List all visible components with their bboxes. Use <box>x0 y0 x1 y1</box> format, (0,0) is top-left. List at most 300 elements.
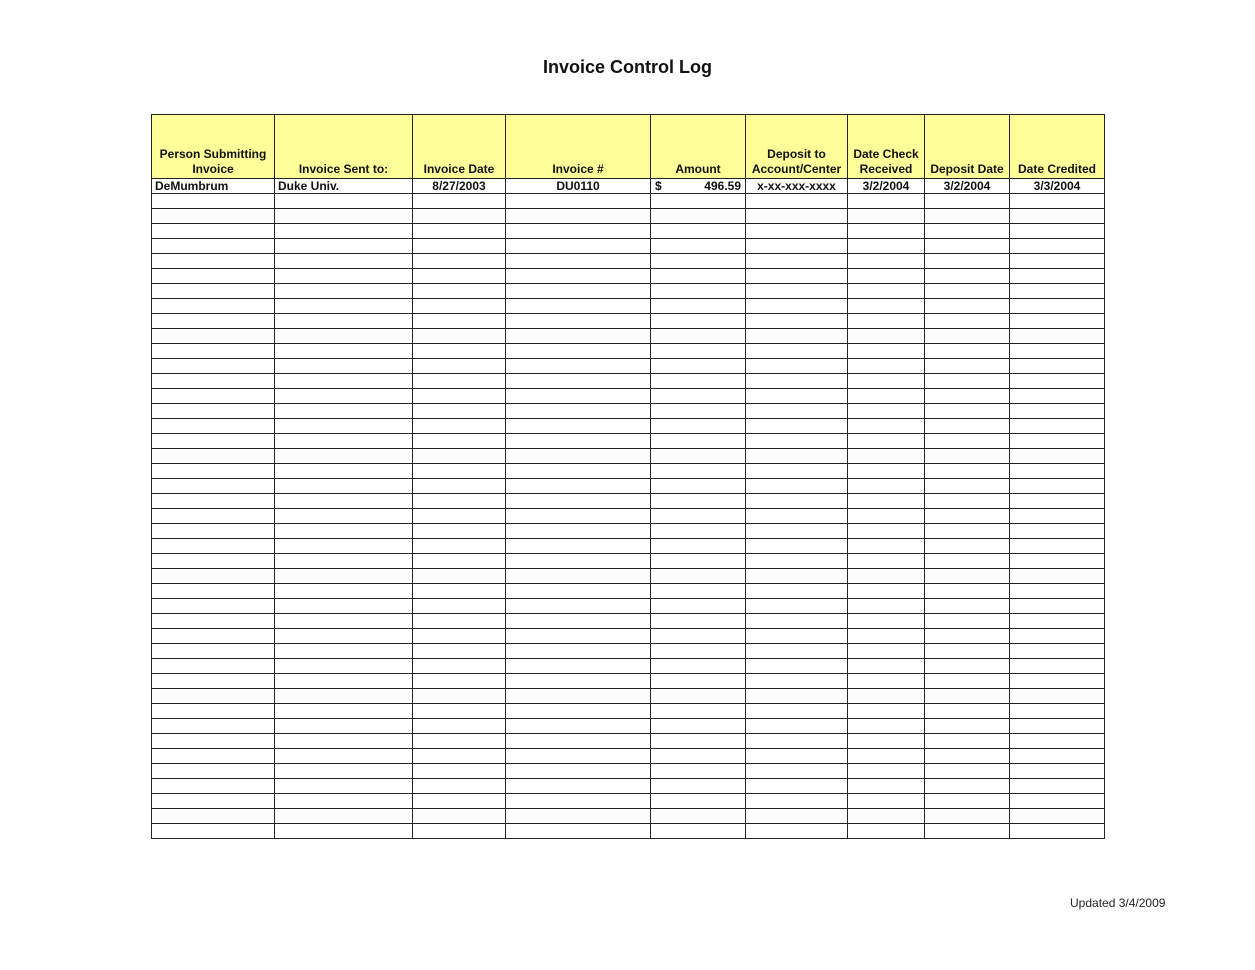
empty-cell[interactable] <box>651 419 746 434</box>
empty-cell[interactable] <box>275 464 413 479</box>
empty-cell[interactable] <box>152 389 275 404</box>
empty-cell[interactable] <box>152 479 275 494</box>
empty-cell[interactable] <box>651 269 746 284</box>
empty-cell[interactable] <box>152 749 275 764</box>
cell-amount[interactable] <box>651 179 746 194</box>
empty-cell[interactable] <box>152 809 275 824</box>
empty-cell[interactable] <box>925 239 1010 254</box>
empty-cell[interactable] <box>746 449 848 464</box>
empty-cell[interactable] <box>152 374 275 389</box>
empty-cell[interactable] <box>413 689 506 704</box>
cell-date-credited[interactable]: 3/3/2004 <box>1010 179 1105 194</box>
empty-cell[interactable] <box>925 569 1010 584</box>
empty-cell[interactable] <box>506 479 651 494</box>
empty-cell[interactable] <box>275 794 413 809</box>
empty-cell[interactable] <box>275 659 413 674</box>
empty-cell[interactable] <box>848 389 925 404</box>
empty-cell[interactable] <box>651 374 746 389</box>
empty-cell[interactable] <box>651 539 746 554</box>
empty-cell[interactable] <box>506 314 651 329</box>
empty-cell[interactable] <box>506 404 651 419</box>
empty-cell[interactable] <box>925 389 1010 404</box>
cell-person[interactable]: DeMumbrum <box>152 179 275 194</box>
empty-cell[interactable] <box>651 284 746 299</box>
empty-cell[interactable] <box>413 764 506 779</box>
empty-cell[interactable] <box>1010 194 1105 209</box>
cell-check-received[interactable]: 3/2/2004 <box>848 179 925 194</box>
empty-cell[interactable] <box>746 479 848 494</box>
empty-cell[interactable] <box>651 779 746 794</box>
empty-cell[interactable] <box>925 329 1010 344</box>
empty-cell[interactable] <box>848 209 925 224</box>
empty-cell[interactable] <box>925 299 1010 314</box>
empty-cell[interactable] <box>651 239 746 254</box>
empty-cell[interactable] <box>152 629 275 644</box>
empty-cell[interactable] <box>1010 329 1105 344</box>
empty-cell[interactable] <box>152 194 275 209</box>
empty-cell[interactable] <box>506 809 651 824</box>
empty-cell[interactable] <box>925 434 1010 449</box>
empty-cell[interactable] <box>413 674 506 689</box>
empty-cell[interactable] <box>848 269 925 284</box>
empty-cell[interactable] <box>746 209 848 224</box>
empty-cell[interactable] <box>152 599 275 614</box>
empty-cell[interactable] <box>506 779 651 794</box>
empty-cell[interactable] <box>1010 419 1105 434</box>
empty-cell[interactable] <box>1010 524 1105 539</box>
empty-cell[interactable] <box>275 734 413 749</box>
empty-cell[interactable] <box>413 524 506 539</box>
empty-cell[interactable] <box>1010 629 1105 644</box>
empty-cell[interactable] <box>925 629 1010 644</box>
empty-cell[interactable] <box>152 509 275 524</box>
empty-cell[interactable] <box>152 644 275 659</box>
empty-cell[interactable] <box>275 764 413 779</box>
empty-cell[interactable] <box>746 629 848 644</box>
empty-cell[interactable] <box>413 734 506 749</box>
empty-cell[interactable] <box>506 794 651 809</box>
empty-cell[interactable] <box>152 674 275 689</box>
empty-cell[interactable] <box>413 284 506 299</box>
empty-cell[interactable] <box>848 614 925 629</box>
empty-cell[interactable] <box>925 314 1010 329</box>
empty-cell[interactable] <box>651 359 746 374</box>
empty-cell[interactable] <box>848 689 925 704</box>
empty-cell[interactable] <box>848 779 925 794</box>
empty-cell[interactable] <box>413 659 506 674</box>
empty-cell[interactable] <box>152 584 275 599</box>
empty-cell[interactable] <box>275 269 413 284</box>
empty-cell[interactable] <box>506 359 651 374</box>
empty-cell[interactable] <box>152 689 275 704</box>
empty-cell[interactable] <box>848 734 925 749</box>
empty-cell[interactable] <box>848 629 925 644</box>
empty-cell[interactable] <box>746 719 848 734</box>
empty-cell[interactable] <box>746 419 848 434</box>
empty-cell[interactable] <box>413 809 506 824</box>
cell-invoice-date[interactable]: 8/27/2003 <box>413 179 506 194</box>
empty-cell[interactable] <box>413 209 506 224</box>
empty-cell[interactable] <box>275 434 413 449</box>
empty-cell[interactable] <box>506 644 651 659</box>
empty-cell[interactable] <box>651 644 746 659</box>
empty-cell[interactable] <box>506 569 651 584</box>
empty-cell[interactable] <box>1010 689 1105 704</box>
empty-cell[interactable] <box>413 389 506 404</box>
empty-cell[interactable] <box>413 509 506 524</box>
empty-cell[interactable] <box>275 509 413 524</box>
cell-account[interactable]: x-xx-xxx-xxxx <box>746 179 848 194</box>
empty-cell[interactable] <box>651 389 746 404</box>
empty-cell[interactable] <box>651 749 746 764</box>
empty-cell[interactable] <box>1010 539 1105 554</box>
empty-cell[interactable] <box>275 689 413 704</box>
empty-cell[interactable] <box>651 449 746 464</box>
empty-cell[interactable] <box>651 314 746 329</box>
empty-cell[interactable] <box>651 299 746 314</box>
empty-cell[interactable] <box>413 614 506 629</box>
empty-cell[interactable] <box>275 389 413 404</box>
empty-cell[interactable] <box>651 434 746 449</box>
empty-cell[interactable] <box>1010 554 1105 569</box>
empty-cell[interactable] <box>152 254 275 269</box>
empty-cell[interactable] <box>651 209 746 224</box>
empty-cell[interactable] <box>506 254 651 269</box>
empty-cell[interactable] <box>848 359 925 374</box>
empty-cell[interactable] <box>925 359 1010 374</box>
empty-cell[interactable] <box>925 494 1010 509</box>
empty-cell[interactable] <box>848 599 925 614</box>
empty-cell[interactable] <box>1010 314 1105 329</box>
empty-cell[interactable] <box>275 404 413 419</box>
empty-cell[interactable] <box>275 374 413 389</box>
empty-cell[interactable] <box>848 254 925 269</box>
empty-cell[interactable] <box>275 359 413 374</box>
empty-cell[interactable] <box>413 404 506 419</box>
empty-cell[interactable] <box>746 464 848 479</box>
empty-cell[interactable] <box>848 314 925 329</box>
empty-cell[interactable] <box>413 314 506 329</box>
empty-cell[interactable] <box>275 599 413 614</box>
empty-cell[interactable] <box>746 749 848 764</box>
empty-cell[interactable] <box>848 509 925 524</box>
empty-cell[interactable] <box>651 824 746 839</box>
empty-cell[interactable] <box>925 659 1010 674</box>
empty-cell[interactable] <box>506 269 651 284</box>
empty-cell[interactable] <box>413 269 506 284</box>
empty-cell[interactable] <box>746 299 848 314</box>
empty-cell[interactable] <box>152 719 275 734</box>
empty-cell[interactable] <box>506 209 651 224</box>
empty-cell[interactable] <box>651 344 746 359</box>
empty-cell[interactable] <box>746 794 848 809</box>
empty-cell[interactable] <box>413 479 506 494</box>
empty-cell[interactable] <box>925 209 1010 224</box>
empty-cell[interactable] <box>651 404 746 419</box>
cell-deposit-date[interactable]: 3/2/2004 <box>925 179 1010 194</box>
empty-cell[interactable] <box>1010 374 1105 389</box>
empty-cell[interactable] <box>651 689 746 704</box>
empty-cell[interactable] <box>506 329 651 344</box>
empty-cell[interactable] <box>925 749 1010 764</box>
empty-cell[interactable] <box>275 224 413 239</box>
empty-cell[interactable] <box>1010 794 1105 809</box>
empty-cell[interactable] <box>651 569 746 584</box>
empty-cell[interactable] <box>152 494 275 509</box>
empty-cell[interactable] <box>746 779 848 794</box>
empty-cell[interactable] <box>152 569 275 584</box>
empty-cell[interactable] <box>506 434 651 449</box>
empty-cell[interactable] <box>651 704 746 719</box>
empty-cell[interactable] <box>848 434 925 449</box>
empty-cell[interactable] <box>1010 434 1105 449</box>
empty-cell[interactable] <box>275 584 413 599</box>
empty-cell[interactable] <box>152 704 275 719</box>
empty-cell[interactable] <box>506 704 651 719</box>
empty-cell[interactable] <box>506 239 651 254</box>
empty-cell[interactable] <box>413 299 506 314</box>
empty-cell[interactable] <box>651 629 746 644</box>
empty-cell[interactable] <box>746 284 848 299</box>
empty-cell[interactable] <box>746 344 848 359</box>
empty-cell[interactable] <box>275 194 413 209</box>
empty-cell[interactable] <box>152 299 275 314</box>
empty-cell[interactable] <box>848 659 925 674</box>
empty-cell[interactable] <box>1010 764 1105 779</box>
empty-cell[interactable] <box>413 419 506 434</box>
empty-cell[interactable] <box>152 314 275 329</box>
empty-cell[interactable] <box>275 539 413 554</box>
empty-cell[interactable] <box>651 554 746 569</box>
empty-cell[interactable] <box>152 779 275 794</box>
empty-cell[interactable] <box>506 659 651 674</box>
empty-cell[interactable] <box>848 194 925 209</box>
empty-cell[interactable] <box>506 584 651 599</box>
empty-cell[interactable] <box>413 569 506 584</box>
empty-cell[interactable] <box>651 479 746 494</box>
empty-cell[interactable] <box>651 464 746 479</box>
empty-cell[interactable] <box>746 614 848 629</box>
empty-cell[interactable] <box>925 344 1010 359</box>
empty-cell[interactable] <box>413 254 506 269</box>
empty-cell[interactable] <box>152 734 275 749</box>
empty-cell[interactable] <box>651 494 746 509</box>
empty-cell[interactable] <box>275 704 413 719</box>
empty-cell[interactable] <box>413 719 506 734</box>
empty-cell[interactable] <box>925 824 1010 839</box>
empty-cell[interactable] <box>152 419 275 434</box>
empty-cell[interactable] <box>651 719 746 734</box>
empty-cell[interactable] <box>1010 239 1105 254</box>
empty-cell[interactable] <box>275 494 413 509</box>
empty-cell[interactable] <box>925 509 1010 524</box>
empty-cell[interactable] <box>413 554 506 569</box>
empty-cell[interactable] <box>746 404 848 419</box>
empty-cell[interactable] <box>746 539 848 554</box>
empty-cell[interactable] <box>746 599 848 614</box>
empty-cell[interactable] <box>275 344 413 359</box>
empty-cell[interactable] <box>925 284 1010 299</box>
empty-cell[interactable] <box>925 719 1010 734</box>
empty-cell[interactable] <box>651 599 746 614</box>
empty-cell[interactable] <box>152 524 275 539</box>
empty-cell[interactable] <box>413 239 506 254</box>
empty-cell[interactable] <box>275 329 413 344</box>
empty-cell[interactable] <box>1010 809 1105 824</box>
empty-cell[interactable] <box>275 644 413 659</box>
empty-cell[interactable] <box>413 359 506 374</box>
empty-cell[interactable] <box>275 479 413 494</box>
empty-cell[interactable] <box>152 209 275 224</box>
empty-cell[interactable] <box>848 539 925 554</box>
empty-cell[interactable] <box>746 224 848 239</box>
empty-cell[interactable] <box>848 824 925 839</box>
empty-cell[interactable] <box>1010 584 1105 599</box>
empty-cell[interactable] <box>1010 704 1105 719</box>
empty-cell[interactable] <box>413 794 506 809</box>
empty-cell[interactable] <box>275 254 413 269</box>
empty-cell[interactable] <box>152 344 275 359</box>
empty-cell[interactable] <box>506 599 651 614</box>
empty-cell[interactable] <box>925 449 1010 464</box>
empty-cell[interactable] <box>651 509 746 524</box>
empty-cell[interactable] <box>746 374 848 389</box>
empty-cell[interactable] <box>1010 464 1105 479</box>
empty-cell[interactable] <box>413 539 506 554</box>
empty-cell[interactable] <box>848 479 925 494</box>
empty-cell[interactable] <box>848 344 925 359</box>
empty-cell[interactable] <box>506 464 651 479</box>
empty-cell[interactable] <box>152 614 275 629</box>
empty-cell[interactable] <box>848 524 925 539</box>
empty-cell[interactable] <box>1010 254 1105 269</box>
empty-cell[interactable] <box>1010 359 1105 374</box>
empty-cell[interactable] <box>651 254 746 269</box>
empty-cell[interactable] <box>925 524 1010 539</box>
empty-cell[interactable] <box>506 389 651 404</box>
empty-cell[interactable] <box>746 509 848 524</box>
empty-cell[interactable] <box>506 749 651 764</box>
empty-cell[interactable] <box>651 794 746 809</box>
empty-cell[interactable] <box>1010 494 1105 509</box>
empty-cell[interactable] <box>506 419 651 434</box>
empty-cell[interactable] <box>925 689 1010 704</box>
empty-cell[interactable] <box>1010 749 1105 764</box>
empty-cell[interactable] <box>1010 404 1105 419</box>
empty-cell[interactable] <box>413 464 506 479</box>
empty-cell[interactable] <box>275 809 413 824</box>
empty-cell[interactable] <box>152 329 275 344</box>
empty-cell[interactable] <box>1010 614 1105 629</box>
empty-cell[interactable] <box>746 524 848 539</box>
cell-sent-to[interactable]: Duke Univ. <box>275 179 413 194</box>
empty-cell[interactable] <box>746 584 848 599</box>
empty-cell[interactable] <box>925 464 1010 479</box>
empty-cell[interactable] <box>506 524 651 539</box>
empty-cell[interactable] <box>413 824 506 839</box>
empty-cell[interactable] <box>152 284 275 299</box>
empty-cell[interactable] <box>848 569 925 584</box>
empty-cell[interactable] <box>413 374 506 389</box>
empty-cell[interactable] <box>506 719 651 734</box>
empty-cell[interactable] <box>506 554 651 569</box>
empty-cell[interactable] <box>1010 659 1105 674</box>
empty-cell[interactable] <box>848 809 925 824</box>
empty-cell[interactable] <box>413 224 506 239</box>
empty-cell[interactable] <box>413 494 506 509</box>
empty-cell[interactable] <box>275 299 413 314</box>
empty-cell[interactable] <box>1010 509 1105 524</box>
empty-cell[interactable] <box>848 329 925 344</box>
empty-cell[interactable] <box>848 719 925 734</box>
empty-cell[interactable] <box>413 599 506 614</box>
empty-cell[interactable] <box>506 824 651 839</box>
empty-cell[interactable] <box>152 539 275 554</box>
empty-cell[interactable] <box>1010 224 1105 239</box>
empty-cell[interactable] <box>848 764 925 779</box>
empty-cell[interactable] <box>275 674 413 689</box>
empty-cell[interactable] <box>746 569 848 584</box>
empty-cell[interactable] <box>275 239 413 254</box>
empty-cell[interactable] <box>848 464 925 479</box>
empty-cell[interactable] <box>275 314 413 329</box>
empty-cell[interactable] <box>275 449 413 464</box>
empty-cell[interactable] <box>1010 599 1105 614</box>
empty-cell[interactable] <box>651 584 746 599</box>
empty-cell[interactable] <box>746 659 848 674</box>
empty-cell[interactable] <box>651 734 746 749</box>
empty-cell[interactable] <box>506 374 651 389</box>
empty-cell[interactable] <box>925 704 1010 719</box>
empty-cell[interactable] <box>506 494 651 509</box>
empty-cell[interactable] <box>275 614 413 629</box>
empty-cell[interactable] <box>925 584 1010 599</box>
empty-cell[interactable] <box>152 359 275 374</box>
empty-cell[interactable] <box>413 779 506 794</box>
empty-cell[interactable] <box>746 674 848 689</box>
empty-cell[interactable] <box>152 239 275 254</box>
empty-cell[interactable] <box>152 659 275 674</box>
empty-cell[interactable] <box>506 299 651 314</box>
empty-cell[interactable] <box>152 269 275 284</box>
empty-cell[interactable] <box>413 629 506 644</box>
empty-cell[interactable] <box>152 434 275 449</box>
empty-cell[interactable] <box>1010 284 1105 299</box>
empty-cell[interactable] <box>506 509 651 524</box>
empty-cell[interactable] <box>413 584 506 599</box>
empty-cell[interactable] <box>1010 449 1105 464</box>
empty-cell[interactable] <box>506 614 651 629</box>
empty-cell[interactable] <box>506 344 651 359</box>
empty-cell[interactable] <box>651 329 746 344</box>
empty-cell[interactable] <box>848 299 925 314</box>
empty-cell[interactable] <box>413 329 506 344</box>
empty-cell[interactable] <box>925 224 1010 239</box>
cell-invoice-no[interactable]: DU0110 <box>506 179 651 194</box>
empty-cell[interactable] <box>651 674 746 689</box>
empty-cell[interactable] <box>746 359 848 374</box>
empty-cell[interactable] <box>1010 269 1105 284</box>
empty-cell[interactable] <box>413 194 506 209</box>
empty-cell[interactable] <box>925 374 1010 389</box>
empty-cell[interactable] <box>1010 734 1105 749</box>
empty-cell[interactable] <box>746 734 848 749</box>
empty-cell[interactable] <box>848 644 925 659</box>
empty-cell[interactable] <box>746 809 848 824</box>
empty-cell[interactable] <box>506 689 651 704</box>
empty-cell[interactable] <box>275 524 413 539</box>
empty-cell[interactable] <box>746 704 848 719</box>
